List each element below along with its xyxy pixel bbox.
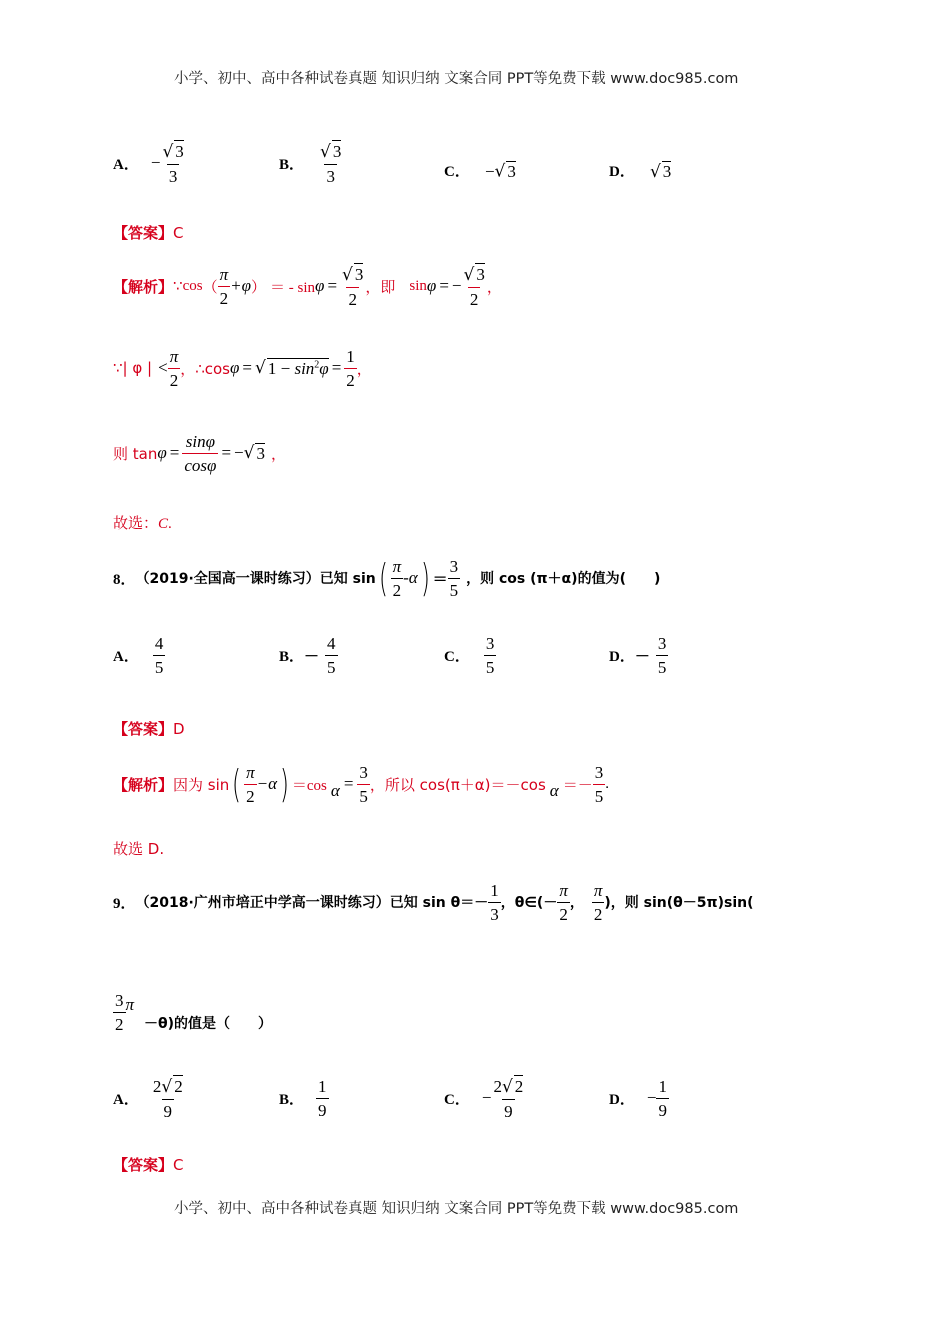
header-banner: 小学、初中、高中各种试卷真题 知识归纳 文案合同 PPT等免费下载 www.doc985.com [174, 71, 739, 87]
option-label: B． [279, 156, 305, 173]
q9-option-a: A． $\frac{2√ 2}{9}$ [113, 1076, 183, 1121]
q9-option-c: C． − $\frac{2√ 2}{9}$ [444, 1076, 524, 1121]
q8-option-b: B．－ $\frac{4}{5}$ [279, 633, 336, 677]
footer-banner: 小学、初中、高中各种试卷真题 知识归纳 文案合同 PPT等免费下载 www.doc985.com [174, 1201, 739, 1217]
q7-option-b [279, 138, 343, 188]
q7-conclusion: 故选：C. [113, 514, 172, 532]
q7-analysis-line3: 则 tan φ = $\frac{\sin\varphi}{\cos\varphi}$ = − √ 3 ， [113, 431, 286, 475]
fraction-sqrt3-over-2: $\frac{√ 3}{2}$ [463, 264, 485, 309]
q9-stem: 9． （2018·广州市培正中学高一课时练习）已知 sin θ＝－ $\frac{1}{3}$ ，θ∈(－ $\frac{\pi}{2}$ ， $\frac{\pi}{2}$ )，则 sin(θ－5π)sin( [113, 880, 754, 924]
fraction-sqrt3-over-2: $\frac{√ 3}{2}$ [342, 264, 364, 309]
q7-analysis-line1: 【解析】 ∵ cos （ $\frac{\pi}{2}$ +φ ） ＝ - sin φ = $\frac{√ 3}{2}$ ，即 sin φ = − $\frac{√ 3}{2}$ ， [113, 264, 502, 309]
q8-option-c: C． $\frac{3}{5}$ [444, 633, 495, 677]
q7-answer: 【答案】C [113, 224, 184, 242]
q8-option-d: D．－ $\frac{3}{5}$ [609, 633, 667, 677]
q8-answer: 【答案】D [113, 720, 185, 738]
q9-option-d: D． − $\frac{1}{9}$ [609, 1076, 667, 1120]
q8-conclusion: 故选 D. [113, 840, 165, 858]
q7-analysis-line2: ∵| φ | < $\frac{\pi}{2}$ ，∴cos φ = √ $1 - \sin^2\varphi$ = $\frac{1}{2}$ ， [113, 346, 372, 390]
option-label: D． [609, 164, 635, 180]
q9-option-b: B． $\frac{1}{9}$ [279, 1076, 327, 1120]
q9-answer: 【答案】C [113, 1156, 184, 1174]
q7-option-c: C． −√ 3 [444, 161, 516, 182]
q7-option-d: D． √ 3 [609, 161, 672, 182]
q8-option-a: A． $\frac{4}{5}$ [113, 633, 164, 677]
q7-option-a [113, 138, 186, 188]
q9-stem-line2: $\frac{3}{2}$ π －θ)的值是（ ） [115, 990, 273, 1034]
q8-stem: 8． （2019·全国高一课时练习）已知 sin ( $\frac{\pi}{2}$ -α ) ＝ $\frac{3}{5}$ ，则 cos (π＋α)的值为( ) [113, 556, 661, 600]
option-label: A． [113, 156, 139, 173]
q8-analysis: 【解析】 因为 sin ( $\frac{\pi}{2}$ −α ) ＝cos α = $\frac{3}{5}$ ，所以 cos(π＋α)＝－cos α ＝－ $\frac{3}{5}$ . [113, 762, 609, 806]
fraction: $\frac{√ 3}{3}$ [320, 141, 342, 186]
minus-sign: − [150, 153, 161, 172]
option-label: C． [444, 164, 470, 180]
fraction-pi-over-2: $\frac{\pi}{2}$ [219, 264, 229, 308]
fraction: $\frac{√ 3}{3}$ [162, 141, 184, 186]
